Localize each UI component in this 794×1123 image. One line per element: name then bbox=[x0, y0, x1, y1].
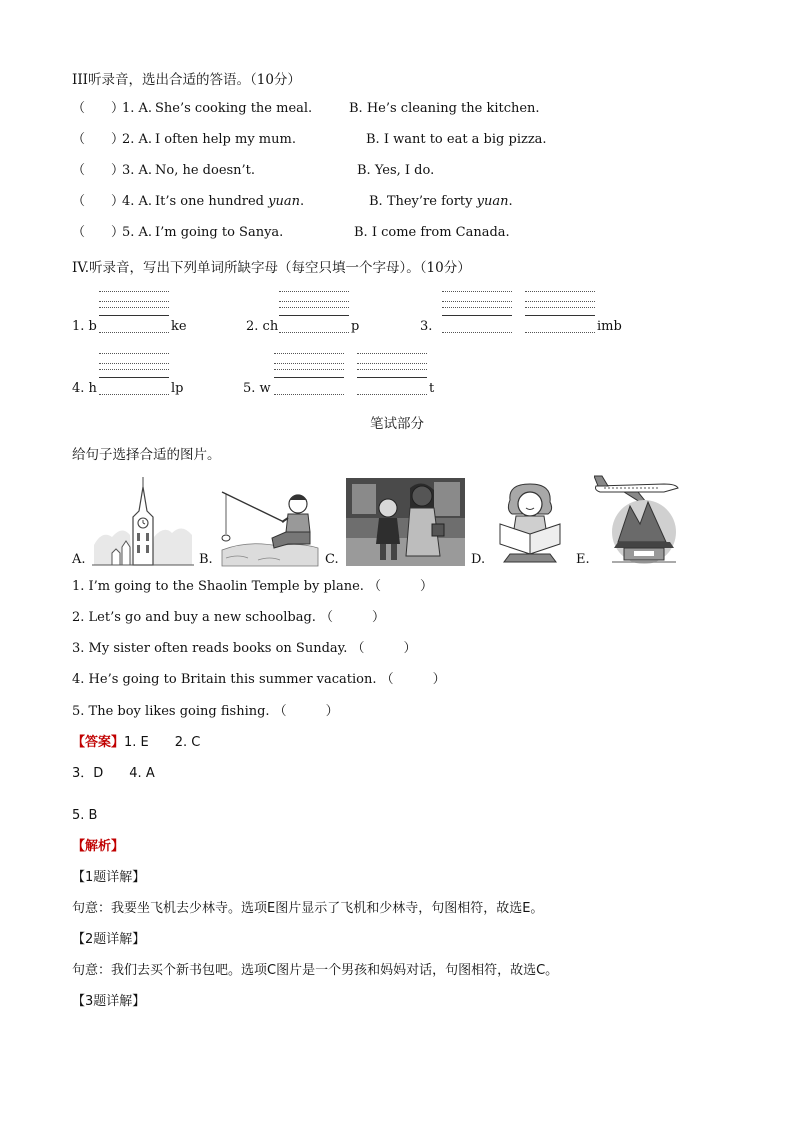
sentence-2: 2. Let’s go and buy a new schoolbag. （ ） bbox=[72, 610, 386, 625]
q1-title: 【1题详解】 bbox=[72, 870, 146, 885]
option-b: B. He’s cleaning the kitchen. bbox=[349, 101, 540, 116]
item-number: 3. A. bbox=[122, 163, 153, 178]
answer-line-1 bbox=[72, 735, 200, 751]
analysis-label: 【解析】 bbox=[72, 839, 125, 854]
answer-paren: （ ） bbox=[72, 163, 125, 178]
word-1-start: 1. b bbox=[72, 319, 97, 334]
word-4-end: lp bbox=[171, 381, 184, 396]
option-label-c: C. bbox=[325, 552, 339, 567]
section-4-title: IV.听录音，写出下列单词所缺字母（每空只填一个字母）。（10分） bbox=[72, 260, 471, 276]
option-label-e: E. bbox=[576, 552, 590, 567]
option-b: B. I want to eat a big pizza. bbox=[366, 132, 547, 147]
picture-instruction: 给句子选择合适的图片。 bbox=[72, 447, 221, 463]
word-3-end: imb bbox=[597, 319, 622, 334]
option-label-d: D. bbox=[471, 552, 486, 567]
item-number: 2. A. bbox=[122, 132, 153, 147]
sentence-3: 3. My sister often reads books on Sunday. （ ） bbox=[72, 641, 417, 656]
letter-blank-4[interactable] bbox=[99, 353, 169, 395]
answer-paren: （ ） bbox=[72, 101, 125, 116]
answer-paren: （ ） bbox=[72, 194, 125, 209]
item-number: 4. A. bbox=[122, 194, 153, 209]
option-a: No, he doesn’t. bbox=[155, 163, 256, 178]
word-2-start: 2. ch bbox=[246, 319, 279, 334]
girl-reading-icon bbox=[490, 480, 574, 566]
word-3-start: 3. bbox=[420, 319, 433, 334]
answer-line-2: 3．D 4. A bbox=[72, 766, 155, 781]
answer-line-3: 5. B bbox=[72, 808, 98, 823]
boy-and-mother-icon bbox=[346, 478, 465, 566]
answer-values: 1. E 2. C bbox=[124, 735, 201, 750]
item-number: 5. A. bbox=[122, 225, 153, 240]
word-4-start: 4. h bbox=[72, 381, 97, 396]
item-number: 1. A. bbox=[122, 101, 153, 116]
letter-blank-1[interactable] bbox=[99, 291, 169, 333]
answer-paren: （ ） bbox=[72, 225, 125, 240]
word-2-end: p bbox=[351, 319, 360, 334]
q1-explanation: 句意：我要坐飞机去少林寺。选项E图片显示了飞机和少林寺，句图相符，故选E。 bbox=[72, 901, 544, 916]
written-section-title: 笔试部分 bbox=[370, 416, 424, 432]
option-label-a: A. bbox=[72, 552, 86, 567]
option-a: I’m going to Sanya. bbox=[155, 225, 284, 240]
option-b: B. I come from Canada. bbox=[354, 225, 510, 240]
letter-blank-5b[interactable] bbox=[357, 353, 427, 395]
sentence-4: 4. He’s going to Britain this summer vacation. （ ） bbox=[72, 672, 446, 687]
sentence-1: 1. I’m going to the Shaolin Temple by plane. （ ） bbox=[72, 579, 434, 594]
word-5-start: 5. w bbox=[243, 381, 271, 396]
q2-explanation: 句意：我们去买个新书包吧。选项C图片是一个男孩和妈妈对话，句图相符，故选C。 bbox=[72, 963, 559, 978]
word-1-end: ke bbox=[171, 319, 187, 334]
letter-blank-5a[interactable] bbox=[274, 353, 344, 395]
option-a: She’s cooking the meal. bbox=[155, 101, 313, 116]
letter-blank-3b[interactable] bbox=[525, 291, 595, 333]
option-a: I often help my mum. bbox=[155, 132, 296, 147]
option-label-b: B. bbox=[199, 552, 213, 567]
word-5-end: t bbox=[429, 381, 435, 396]
big-ben-icon bbox=[92, 475, 194, 567]
option-a: It’s one hundred yuan. bbox=[155, 194, 305, 209]
letter-blank-2[interactable] bbox=[279, 291, 349, 333]
answer-paren: （ ） bbox=[72, 132, 125, 147]
boy-fishing-icon bbox=[218, 488, 322, 568]
option-b: B. They’re forty yuan. bbox=[369, 194, 513, 209]
q3-title: 【3题详解】 bbox=[72, 994, 146, 1009]
sentence-5: 5. The boy likes going fishing. （ ） bbox=[72, 704, 339, 719]
answer-label: 【答案】 bbox=[72, 735, 125, 750]
option-b: B. Yes, I do. bbox=[357, 163, 435, 178]
plane-and-temple-icon bbox=[594, 472, 686, 568]
q2-title: 【2题详解】 bbox=[72, 932, 146, 947]
letter-blank-3a[interactable] bbox=[442, 291, 512, 333]
section-3-title: III听录音，选出合适的答语。（10分） bbox=[72, 72, 301, 88]
